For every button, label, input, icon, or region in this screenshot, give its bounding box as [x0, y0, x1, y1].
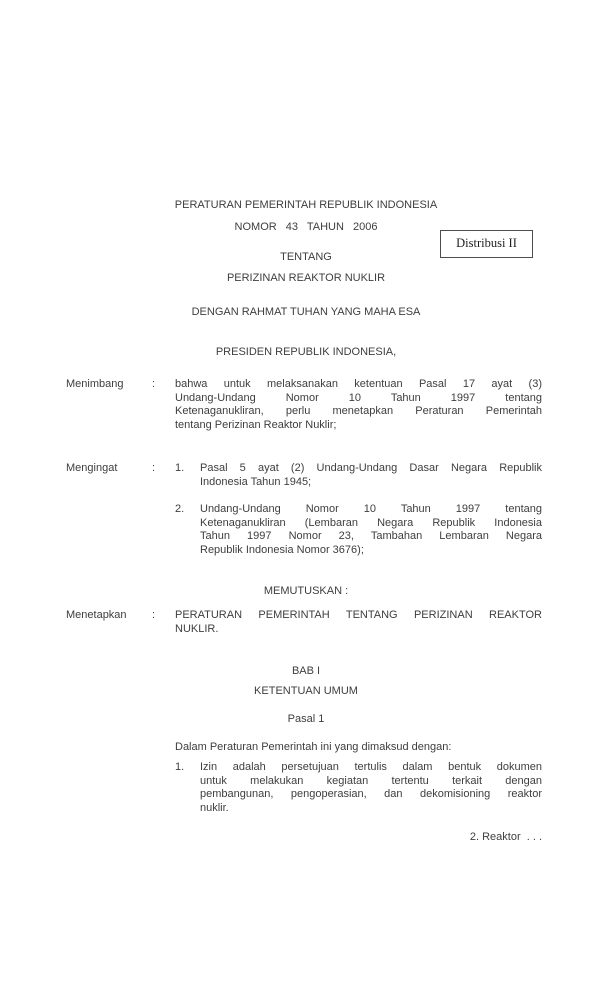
bab-title-heading: KETENTUAN UMUM — [254, 685, 358, 697]
mengingat-item-2 — [175, 503, 542, 557]
mengingat-item-1-text: Pasal 5 ayat (2) Undang-Undang Dasar Negara Republik Indonesia Tahun 1945; — [200, 462, 542, 488]
menetapkan-section — [66, 609, 542, 636]
pasal-item-1-row — [175, 761, 542, 815]
mengingat-item-2-text: Undang-Undang Nomor 10 Tahun 1997 tentang Ketenaganukliran (Lembaran Negara Republik Indonesia Tahun 1997 Nomor 23, Tambahan Lembaran Negara Republik Indonesia Nomor 3676); — [200, 503, 542, 556]
mengingat-item-2-number: 2. — [175, 503, 185, 516]
memutuskan-heading: MEMUTUSKAN : — [263, 585, 349, 597]
mengingat-items — [175, 462, 542, 558]
pasal-heading: Pasal 1 — [287, 713, 325, 725]
distribution-stamp-label: Distribusi II — [456, 236, 517, 251]
mengingat-item-1 — [175, 462, 542, 489]
title-line-1: PERATURAN PEMERINTAH REPUBLIK INDONESIA — [174, 199, 438, 211]
mengingat-label: Mengingat — [66, 462, 118, 474]
mengingat-section — [66, 462, 542, 558]
title-line-2: NOMOR 43 TAHUN 2006 — [234, 221, 378, 233]
subject-heading: PERIZINAN REAKTOR NUKLIR — [226, 272, 386, 284]
invocation-line: DENGAN RAHMAT TUHAN YANG MAHA ESA — [191, 306, 421, 318]
tentang-heading: TENTANG — [280, 251, 332, 263]
menetapkan-label: Menetapkan — [66, 609, 127, 621]
issuer-line: PRESIDEN REPUBLIK INDONESIA, — [215, 346, 397, 358]
pasal-intro: Dalam Peraturan Pemerintah ini yang dimaksud dengan: — [175, 741, 452, 753]
mengingat-colon: : — [152, 462, 156, 474]
menimbang-text: bahwa untuk melaksanakan ketentuan Pasal 17 ayat (3) Undang-Undang Nomor 10 Tahun 1997 tentang Ketenaganukliran, perlu menetapkan Peraturan Pemerintah tentang Perizinan Reaktor Nuklir; — [175, 378, 542, 431]
pasal-item-1-text: Izin adalah persetujuan tertulis dalam bentuk dokumen untuk melakukan kegiatan tertentu terkait dengan pembangunan, pengoperasian, dan dekomisioning reaktor nuklir. — [200, 761, 542, 814]
menimbang-section — [66, 378, 542, 432]
bab-number-heading: BAB I — [291, 665, 321, 677]
menimbang-colon: : — [152, 378, 156, 390]
page-catchword: 2. Reaktor . . . — [469, 831, 542, 843]
mengingat-item-1-number: 1. — [175, 462, 185, 474]
pasal-item-1-number: 1. — [175, 761, 185, 773]
menimbang-label: Menimbang — [66, 378, 124, 390]
menetapkan-text: PERATURAN PEMERINTAH TENTANG PERIZINAN REAKTOR NUKLIR. — [175, 609, 542, 635]
pasal-item-1 — [175, 761, 542, 815]
menetapkan-colon: : — [152, 609, 156, 621]
